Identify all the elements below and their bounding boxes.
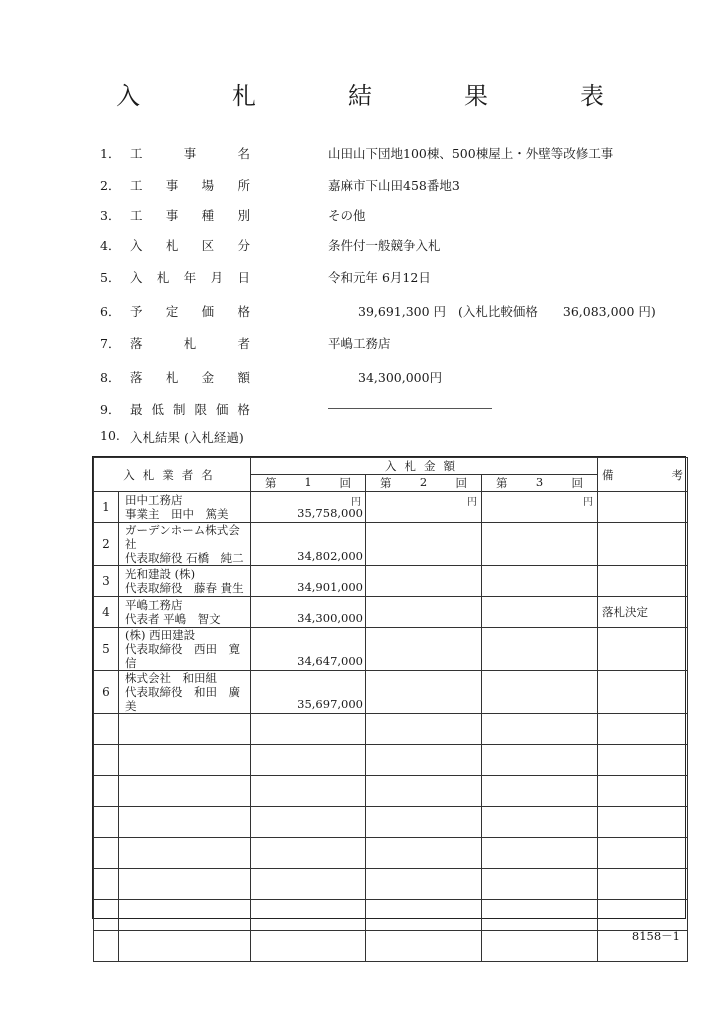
company-name: 光和建設 (株)	[125, 567, 196, 581]
empty-cell	[94, 714, 119, 745]
info-value: 山田山下団地100棟、500棟屋上・外壁等改修工事	[328, 146, 614, 161]
empty-cell	[94, 745, 119, 776]
bidder-name	[119, 492, 251, 523]
empty-cell	[119, 745, 251, 776]
bidder-name	[119, 597, 251, 628]
amount-value: 34,300,000	[297, 611, 363, 625]
bid-amount-round-3	[482, 566, 598, 597]
amount-header: 入札金額	[251, 458, 598, 475]
row-number: 6	[94, 671, 119, 714]
empty-cell	[366, 838, 482, 869]
empty-cell	[598, 869, 688, 900]
empty-row	[94, 931, 688, 962]
empty-cell	[482, 869, 598, 900]
empty-cell	[119, 776, 251, 807]
bid-amount-round-1	[251, 492, 366, 523]
row-number: 4	[94, 597, 119, 628]
row-number: 5	[94, 628, 119, 671]
empty-cell	[251, 838, 366, 869]
info-label: 予 定 価 格	[130, 304, 250, 319]
info-row	[100, 144, 660, 164]
remarks-header: 備 考	[598, 458, 688, 492]
empty-cell	[119, 714, 251, 745]
bid-amount-round-1	[251, 628, 366, 671]
info-number: 3．	[100, 208, 121, 223]
info-label: 工 事 場 所	[130, 178, 250, 193]
company-name: ガーデンホーム株式会社	[125, 523, 240, 551]
row-number: 3	[94, 566, 119, 597]
info-value: 嘉麻市下山田458番地3	[328, 178, 460, 193]
empty-cell	[94, 900, 119, 931]
empty-cell	[251, 745, 366, 776]
table-row	[94, 492, 688, 523]
empty-cell	[482, 931, 598, 962]
table-row	[94, 566, 688, 597]
empty-cell	[251, 714, 366, 745]
bid-amount-round-3	[482, 628, 598, 671]
info-label: 落 札 金 額	[130, 370, 250, 385]
amount-value: 34,647,000	[297, 654, 363, 668]
empty-cell	[366, 931, 482, 962]
empty-cell	[366, 900, 482, 931]
remark	[598, 671, 688, 714]
yen-unit: 円	[351, 497, 361, 508]
row-number: 1	[94, 492, 119, 523]
info-row	[100, 368, 660, 388]
empty-cell	[598, 900, 688, 931]
amount-value: 35,758,000	[297, 506, 363, 520]
representative: 代表取締役 和田 廣美	[125, 685, 240, 713]
empty-cell	[598, 714, 688, 745]
empty-cell	[119, 900, 251, 931]
remark	[598, 566, 688, 597]
bid-amount-round-1	[251, 523, 366, 566]
empty-cell	[482, 776, 598, 807]
table-row	[94, 523, 688, 566]
yen-unit: 円	[467, 497, 477, 508]
empty-row	[94, 745, 688, 776]
info-row	[100, 428, 660, 448]
info-value: 34,300,000円	[358, 370, 443, 385]
bidder-name	[119, 671, 251, 714]
empty-cell	[119, 838, 251, 869]
info-label: 入 札 区 分	[130, 238, 250, 253]
bid-amount-round-2	[366, 671, 482, 714]
remark	[598, 628, 688, 671]
empty-row	[94, 776, 688, 807]
info-row	[100, 302, 660, 322]
empty-row	[94, 714, 688, 745]
empty-cell	[366, 869, 482, 900]
round-header-2: 第 2 回	[366, 475, 482, 492]
bid-amount-round-3	[482, 671, 598, 714]
info-number: 9．	[100, 402, 121, 417]
bid-amount-round-3	[482, 597, 598, 628]
row-number: 2	[94, 523, 119, 566]
info-value: 39,691,300 円	[358, 304, 447, 319]
round-header-3: 第 3 回	[482, 475, 598, 492]
company-name: 株式会社 和田組	[125, 671, 217, 685]
info-number: 2．	[100, 178, 121, 193]
bid-amount-round-1	[251, 671, 366, 714]
bid-amount-round-2	[366, 492, 482, 523]
remark: 落札決定	[598, 597, 688, 628]
round-header-1: 第 1 回	[251, 475, 366, 492]
empty-cell	[251, 869, 366, 900]
bidder-header: 入札業者名	[94, 458, 251, 492]
empty-cell	[119, 807, 251, 838]
empty-cell	[598, 776, 688, 807]
empty-cell	[598, 838, 688, 869]
bid-amount-round-2	[366, 628, 482, 671]
empty-cell	[482, 807, 598, 838]
empty-cell	[94, 838, 119, 869]
representative: 代表取締役 石橋 純二	[125, 551, 244, 565]
empty-cell	[482, 838, 598, 869]
info-value: その他	[328, 208, 366, 223]
empty-cell	[251, 931, 366, 962]
bid-amount-round-2	[366, 597, 482, 628]
info-label: 工 事 名	[130, 146, 250, 161]
bidder-name	[119, 566, 251, 597]
empty-cell	[94, 807, 119, 838]
blank-line	[328, 408, 492, 409]
info-number: 1．	[100, 146, 121, 161]
bid-amount-round-1	[251, 566, 366, 597]
info-row	[100, 400, 660, 420]
info-row	[100, 268, 660, 288]
info-number: 7．	[100, 336, 121, 351]
representative: 代表取締役 藤春 貴生	[125, 581, 244, 595]
remark	[598, 523, 688, 566]
empty-cell	[119, 931, 251, 962]
info-row	[100, 206, 660, 226]
empty-cell	[366, 745, 482, 776]
representative: 代表取締役 西田 寛信	[125, 642, 240, 670]
info-value: 平嶋工務店	[328, 336, 391, 351]
info-label: 入札結果 (入札経過)	[130, 430, 244, 445]
bid-amount-round-3	[482, 523, 598, 566]
empty-cell	[251, 900, 366, 931]
empty-cell	[119, 869, 251, 900]
amount-value: 35,697,000	[297, 697, 363, 711]
bid-amount-round-2	[366, 566, 482, 597]
info-value: 条件付一般競争入札	[328, 238, 441, 253]
bid-results-table	[92, 456, 686, 919]
comparison-price: (入札比較価格 36,083,000 円)	[458, 304, 656, 319]
company-name: 田中工務店	[125, 493, 183, 507]
bid-amount-round-2	[366, 523, 482, 566]
remark	[598, 492, 688, 523]
info-label: 工 事 種 別	[130, 208, 250, 223]
table-row	[94, 628, 688, 671]
empty-cell	[366, 714, 482, 745]
empty-cell	[251, 807, 366, 838]
empty-cell	[598, 745, 688, 776]
info-label: 入 札 年 月 日	[130, 270, 250, 285]
empty-cell	[482, 900, 598, 931]
table-row	[94, 671, 688, 714]
bid-amount-round-3	[482, 492, 598, 523]
empty-row	[94, 869, 688, 900]
info-number: 10.	[100, 428, 120, 443]
info-label: 落 札 者	[130, 336, 250, 351]
empty-row	[94, 838, 688, 869]
empty-row	[94, 807, 688, 838]
info-number: 6．	[100, 304, 121, 319]
empty-cell	[94, 869, 119, 900]
empty-cell	[366, 807, 482, 838]
representative: 代表者 平嶋 智文	[125, 612, 221, 626]
info-number: 5．	[100, 270, 121, 285]
yen-unit: 円	[583, 497, 594, 508]
company-name: 平嶋工務店	[125, 598, 183, 612]
empty-cell	[94, 931, 119, 962]
info-row	[100, 334, 660, 354]
company-name: (株) 西田建設	[125, 628, 196, 642]
empty-cell	[366, 776, 482, 807]
representative: 事業主 田中 篤美	[125, 507, 229, 521]
table-row	[94, 597, 688, 628]
empty-cell	[482, 745, 598, 776]
bidder-name	[119, 628, 251, 671]
info-number: 8．	[100, 370, 121, 385]
info-label: 最 低 制 限 価 格	[130, 402, 250, 417]
amount-value: 34,901,000	[297, 580, 363, 594]
document-code: 8158－1	[631, 929, 680, 943]
bidder-name	[119, 523, 251, 566]
bid-amount-round-1	[251, 597, 366, 628]
info-value: 令和元年 6月12日	[328, 270, 431, 285]
amount-value: 34,802,000	[297, 549, 363, 563]
empty-row	[94, 900, 688, 931]
empty-cell	[94, 776, 119, 807]
empty-cell	[598, 807, 688, 838]
page-title: 入 札 結 果 表	[116, 82, 638, 110]
info-row	[100, 236, 660, 256]
empty-cell	[482, 714, 598, 745]
info-row	[100, 176, 660, 196]
empty-cell	[251, 776, 366, 807]
info-number: 4．	[100, 238, 121, 253]
